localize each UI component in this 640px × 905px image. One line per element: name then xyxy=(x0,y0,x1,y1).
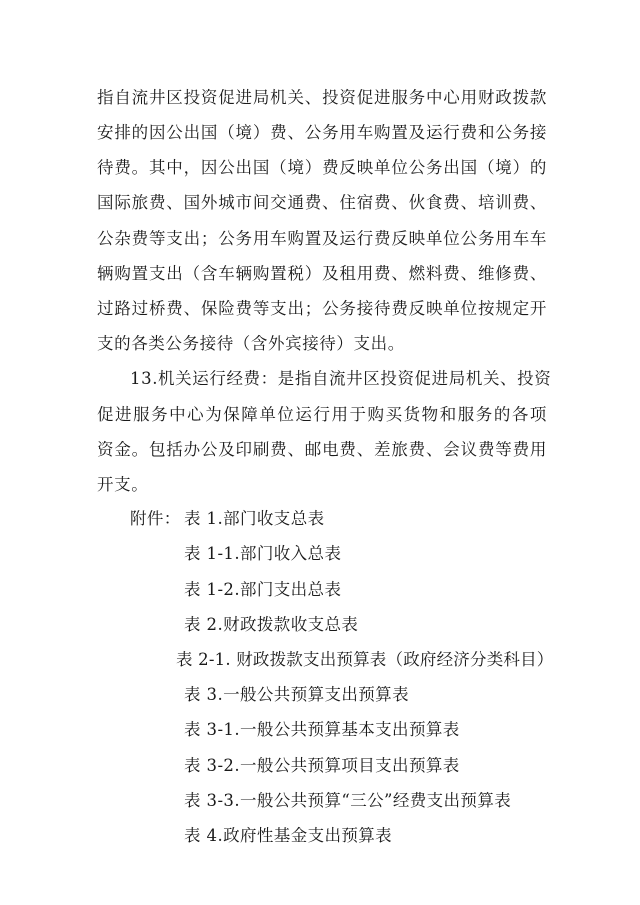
paragraph-1-line: 指自流井区投资促进局机关、投资促进服务中心用财政拨款 xyxy=(97,88,547,107)
paragraph-1-line: 过路过桥费、保险费等支出；公务接待费反映单位按规定开 xyxy=(97,299,547,318)
attachment-item: 表 3-1.一般公共预算基本支出预算表 xyxy=(184,720,460,739)
paragraph-2-line: 资金。包括办公及印刷费、邮电费、差旅费、会议费等费用 xyxy=(97,440,547,459)
attachment-item: 表 1-1.部门收入总表 xyxy=(184,544,342,563)
attachment-item: 表 2.财政拨款收支总表 xyxy=(184,615,359,634)
attachment-item: 表 3.一般公共预算支出预算表 xyxy=(184,685,409,704)
attachment-item: 表 1.部门收支总表 xyxy=(184,509,325,528)
paragraph-1-line: 待费。其中，因公出国（境）费反映单位公务出国（境）的 xyxy=(97,158,547,177)
paragraph-1-line: 公杂费等支出；公务用车购置及运行费反映单位公务用车车 xyxy=(97,229,547,248)
attachments-label: 附件： xyxy=(130,509,181,528)
paragraph-2-line: 促进服务中心为保障单位运行用于购买货物和服务的各项 xyxy=(97,405,547,424)
paragraph-1-line: 辆购置支出（含车辆购置税）及租用费、燃料费、维修费、 xyxy=(97,264,547,283)
attachment-item: 表 1-2.部门支出总表 xyxy=(184,580,342,599)
paragraph-1-line: 安排的因公出国（境）费、公务用车购置及运行费和公务接 xyxy=(97,123,547,142)
attachment-item: 表 3-2.一般公共预算项目支出预算表 xyxy=(184,756,460,775)
paragraph-2-line: 开支。 xyxy=(97,475,149,494)
paragraph-1-line: 支的各类公务接待（含外宾接待）支出。 xyxy=(97,334,405,353)
attachment-item: 表 4.政府性基金支出预算表 xyxy=(184,826,393,845)
paragraph-1-line: 国际旅费、国外城市间交通费、住宿费、伙食费、培训费、 xyxy=(97,193,547,212)
attachment-item: 表 2-1. 财政拨款支出预算表（政府经济分类科目） xyxy=(176,650,554,669)
paragraph-2-line: 13.机关运行经费：是指自流井区投资促进局机关、投资 xyxy=(130,369,552,388)
attachment-item: 表 3-3.一般公共预算“三公”经费支出预算表 xyxy=(184,791,512,810)
